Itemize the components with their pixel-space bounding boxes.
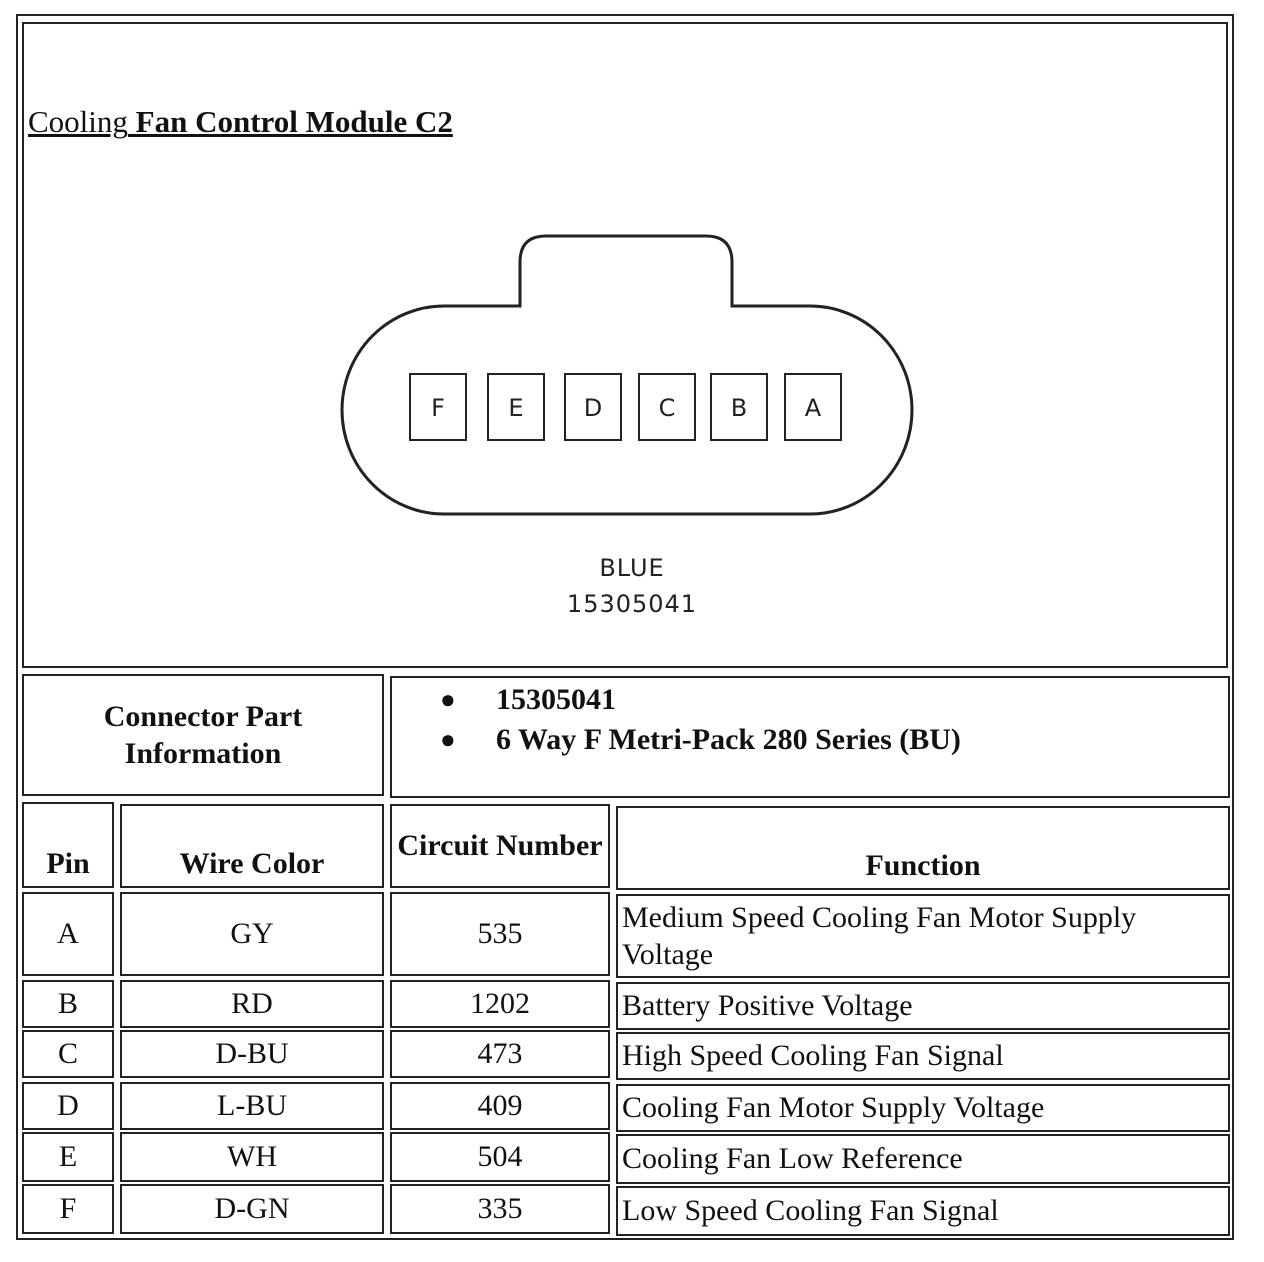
cell-circuit: 473	[390, 1030, 610, 1078]
cell-pin: F	[22, 1184, 114, 1234]
cell-function: Low Speed Cooling Fan Signal	[616, 1186, 1230, 1236]
pin-cavities	[410, 374, 841, 440]
part-info-item: ● 6 Way F Metri-Pack 280 Series (BU)	[440, 723, 961, 756]
cell-pin: C	[22, 1030, 114, 1078]
part-info-list	[440, 680, 961, 760]
cell-pin: D	[22, 1082, 114, 1130]
connector-color: BLUE	[599, 554, 665, 582]
header-circuit-number: Circuit Number	[390, 804, 610, 888]
part-info-item: ● 15305041	[440, 683, 616, 716]
cell-wire-color: RD	[120, 980, 384, 1028]
cell-pin: B	[22, 980, 114, 1028]
cell-wire-color: GY	[120, 892, 384, 976]
cell-wire-color: L-BU	[120, 1082, 384, 1130]
cell-circuit: 1202	[390, 980, 610, 1028]
pin-cavity-label: F	[431, 394, 445, 422]
part-info-label: Connector Part Information	[22, 674, 384, 796]
cell-function: Cooling Fan Motor Supply Voltage	[616, 1084, 1230, 1132]
title-part-2: Fan Control Module C2	[127, 104, 453, 139]
cell-pin: A	[22, 892, 114, 976]
cell-function: Cooling Fan Low Reference	[616, 1134, 1230, 1184]
cell-function: Medium Speed Cooling Fan Motor Supply Voltage	[616, 894, 1230, 978]
pin-cavity-label: D	[583, 394, 603, 422]
cell-wire-color: D-BU	[120, 1030, 384, 1078]
pin-cavity-label: B	[730, 394, 748, 422]
cell-function: Battery Positive Voltage	[616, 982, 1230, 1030]
pin-cavity-label: C	[658, 394, 676, 422]
pin-cavity-label: A	[804, 394, 822, 422]
cell-pin: E	[22, 1132, 114, 1182]
header-wire-color: Wire Color	[120, 804, 384, 888]
header-pin: Pin	[22, 802, 114, 888]
connector-part-number: 15305041	[566, 590, 698, 618]
header-function: Function	[616, 806, 1230, 890]
cell-circuit: 535	[390, 892, 610, 976]
cell-function: High Speed Cooling Fan Signal	[616, 1032, 1230, 1080]
cell-circuit: 409	[390, 1082, 610, 1130]
cell-wire-color: D-GN	[120, 1184, 384, 1234]
title-part-1: Cooling	[28, 104, 128, 139]
pin-cavity-label: E	[508, 394, 524, 422]
cell-circuit: 504	[390, 1132, 610, 1182]
cell-circuit: 335	[390, 1184, 610, 1234]
cell-wire-color: WH	[120, 1132, 384, 1182]
